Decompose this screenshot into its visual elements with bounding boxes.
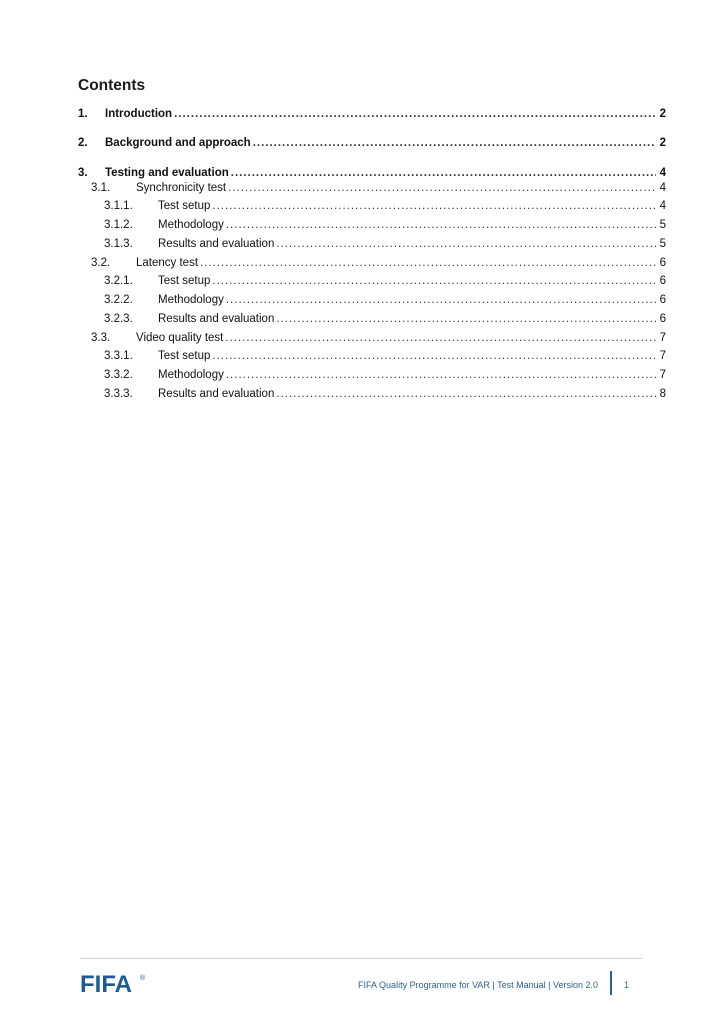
toc-entry-label: Testing and evaluation (105, 167, 229, 179)
toc-entry-number: 3.1.1. (104, 200, 133, 212)
toc-entry-label: Synchronicity test (136, 182, 227, 194)
toc-entry-number: 3. (78, 167, 88, 179)
toc-entry-number: 1. (78, 108, 88, 120)
toc-entry-number: 3.3. (91, 332, 111, 344)
toc-dot-leader (276, 313, 656, 325)
toc-entry-number: 3.3.3. (104, 388, 133, 400)
toc-entry-number: 3.1.3. (104, 238, 133, 250)
toc-dot-leader (200, 257, 656, 269)
toc-entry-label: Results and evaluation (158, 238, 275, 250)
fifa-logo (80, 970, 150, 996)
toc-entry-number: 3.2.3. (104, 313, 133, 325)
toc-dot-leader (212, 350, 656, 362)
page-number: 1 (624, 980, 630, 990)
toc-dot-leader (231, 167, 656, 179)
table-of-contents (78, 0, 666, 420)
footer-page-separator (610, 971, 612, 995)
fifa-logo-text: FIFA (80, 971, 132, 996)
toc-entry[interactable] (78, 238, 666, 254)
toc-entry-page: 6 (659, 275, 666, 287)
toc-entry-page: 7 (659, 332, 666, 344)
toc-dot-leader (226, 219, 656, 231)
toc-entry[interactable] (78, 137, 666, 153)
toc-entry[interactable] (78, 313, 666, 329)
toc-entry[interactable] (78, 219, 666, 235)
registered-mark: ® (140, 975, 146, 982)
toc-entry-number: 3.2. (91, 257, 111, 269)
toc-entry[interactable] (78, 167, 666, 183)
toc-entry-label: Methodology (158, 369, 224, 381)
toc-entry[interactable] (78, 294, 666, 310)
toc-entry[interactable] (78, 275, 666, 291)
toc-entry[interactable] (78, 350, 666, 366)
toc-entry-page: 5 (659, 238, 666, 250)
toc-entry-label: Latency test (136, 257, 199, 269)
toc-entry[interactable] (78, 200, 666, 216)
toc-entry-number: 3.3.2. (104, 369, 133, 381)
toc-entry-label: Methodology (158, 294, 224, 306)
toc-dot-leader (226, 369, 656, 381)
toc-entry-page: 7 (659, 369, 666, 381)
toc-entry-label: Results and evaluation (158, 313, 275, 325)
toc-dot-leader (253, 137, 656, 149)
toc-entry-page: 8 (659, 388, 666, 400)
toc-entry[interactable] (78, 182, 666, 198)
toc-entry-page: 2 (659, 137, 666, 149)
toc-entry[interactable] (78, 257, 666, 273)
toc-entry-label: Test setup (158, 275, 211, 287)
toc-dot-leader (276, 388, 656, 400)
footer-divider-line (80, 958, 642, 959)
toc-entry-number: 3.3.1. (104, 350, 133, 362)
toc-entry-label: Video quality test (136, 332, 224, 344)
toc-entry-page: 4 (659, 182, 666, 194)
toc-entry-number: 3.1. (91, 182, 111, 194)
footer-text: FIFA Quality Programme for VAR | Test Manual | Version 2.0 (358, 980, 598, 990)
toc-entry-label: Results and evaluation (158, 388, 275, 400)
toc-entry-page: 5 (659, 219, 666, 231)
contents-title: Contents (78, 77, 146, 94)
toc-entry-number: 3.2.2. (104, 294, 133, 306)
toc-entry-page: 6 (659, 257, 666, 269)
toc-entry[interactable] (78, 108, 666, 124)
toc-entry-number: 3.1.2. (104, 219, 133, 231)
toc-entry-label: Introduction (105, 108, 173, 120)
toc-entry-page: 4 (659, 167, 666, 179)
toc-entry-number: 3.2.1. (104, 275, 133, 287)
toc-entry-number: 2. (78, 137, 88, 149)
toc-dot-leader (228, 182, 656, 194)
toc-dot-leader (174, 108, 656, 120)
toc-entry-label: Background and approach (105, 137, 251, 149)
toc-dot-leader (225, 332, 656, 344)
toc-entry-label: Methodology (158, 219, 224, 231)
toc-entry-page: 6 (659, 313, 666, 325)
toc-entry-label: Test setup (158, 350, 211, 362)
toc-entry-label: Test setup (158, 200, 211, 212)
toc-entry-page: 2 (659, 108, 666, 120)
toc-dot-leader (226, 294, 656, 306)
toc-entry-page: 7 (659, 350, 666, 362)
toc-entry-page: 6 (659, 294, 666, 306)
toc-dot-leader (212, 275, 656, 287)
toc-dot-leader (276, 238, 656, 250)
toc-entry[interactable] (78, 388, 666, 404)
toc-entry[interactable] (78, 332, 666, 348)
toc-entry[interactable] (78, 369, 666, 385)
toc-dot-leader (212, 200, 656, 212)
toc-entry-page: 4 (659, 200, 666, 212)
